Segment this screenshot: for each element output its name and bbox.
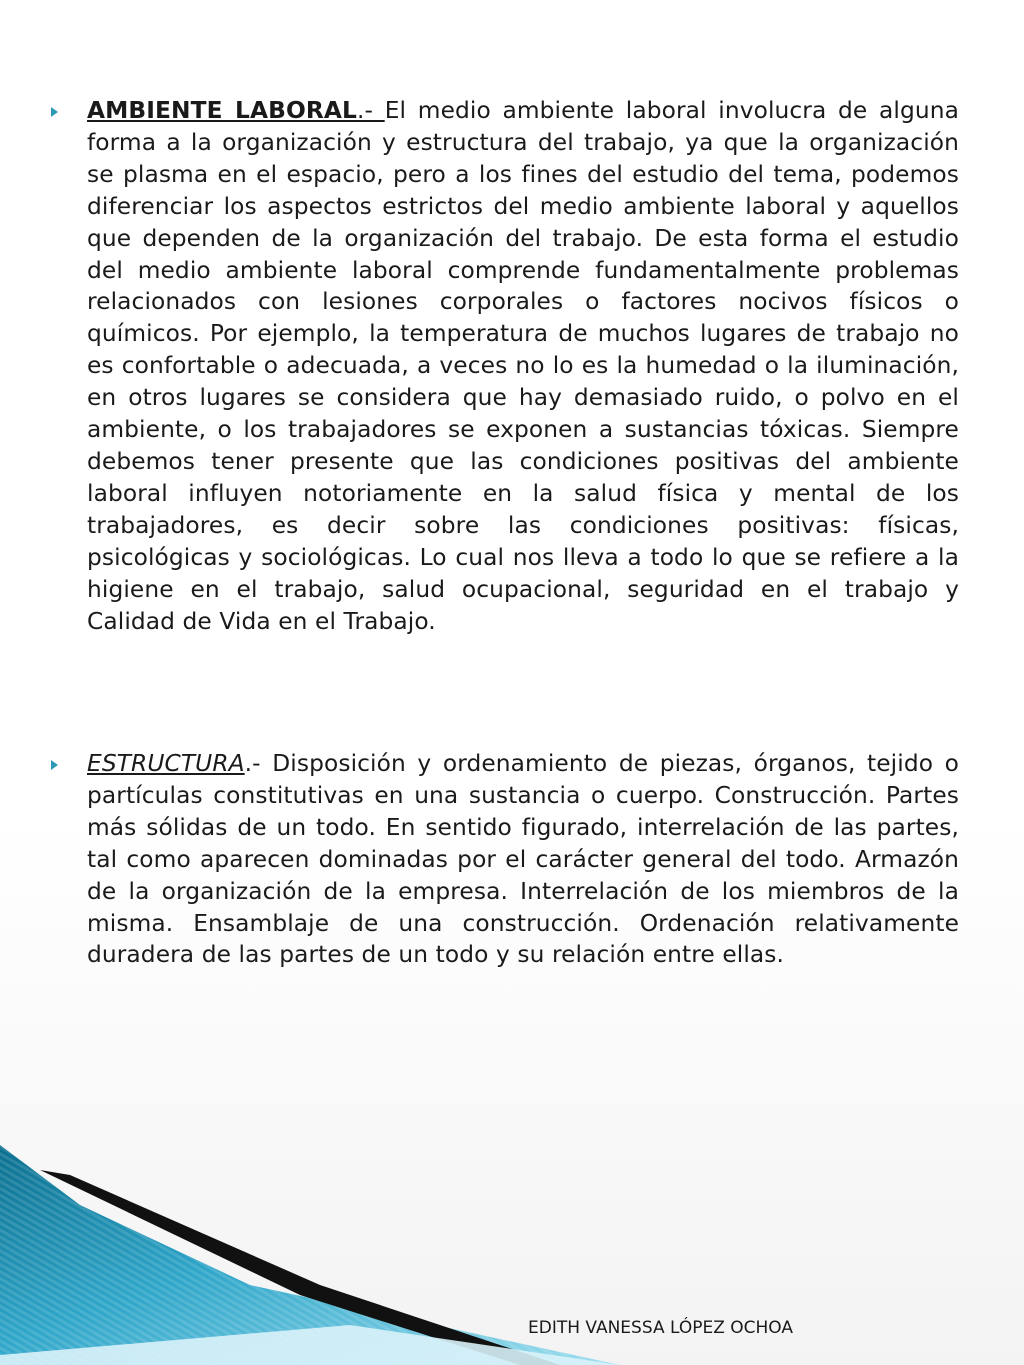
paragraph-estructura (87, 748, 959, 971)
footer-author: EDITH VANESSA LÓPEZ OCHOA (528, 1318, 794, 1338)
paragraph-ambiente-laboral (87, 95, 959, 637)
triangle-bullet-icon (51, 107, 58, 117)
paragraph-body: El medio ambiente laboral involucra de alguna forma a la organización y estructura del trabajo, ya que la organización se plasma en el espacio, pero a los fines del estudio del tema, podemos diferenciar los aspectos estrictos del medio ambiente laboral y aquellos que dependen de la organización del trabajo. De esta forma el estudio del medio ambiente laboral comprende fundamentalmente problemas relacionados con lesiones corporales o factores nocivos físicos o químicos. Por ejemplo, la temperatura de muchos lugares de trabajo no es confortable o adecuada, a veces no lo es la humedad o la iluminación, en otros lugares se considera que hay demasiado ruido, o polvo en el ambiente, o los trabajadores se exponen a sustancias tóxicas. Siempre debemos tener presente que las condiciones positivas del ambiente laboral influyen notoriamente en la salud física y mental de los trabajadores, es decir sobre las condiciones positivas: físicas, psicológicas y sociológicas. Lo cual nos lleva a todo lo que se refiere a la higiene en el trabajo, salud ocupacional, seguridad en el trabajo y Calidad de Vida en el Trabajo. (87, 97, 959, 635)
term-estructura: ESTRUCTURA (87, 750, 245, 777)
term-separator: .- (357, 97, 385, 124)
term-separator: .- (244, 750, 273, 777)
term-ambiente-laboral: AMBIENTE LABORAL (87, 97, 357, 124)
triangle-bullet-icon (51, 760, 58, 770)
paragraph-body: Disposición y ordenamiento de piezas, órganos, tejido o partículas constitutivas en una sustancia o cuerpo. Construcción. Partes más sólidas de un todo. En sentido figurado, interrelación de las partes, tal como aparecen dominadas por el carácter general del todo. Armazón de la organización de la empresa. Interrelación de los miembros de la misma. Ensamblaje de una construcción. Ordenación relativamente duradera de las partes de un todo y su relación entre ellas. (87, 750, 959, 969)
decorative-corner-graphic (0, 1145, 620, 1365)
